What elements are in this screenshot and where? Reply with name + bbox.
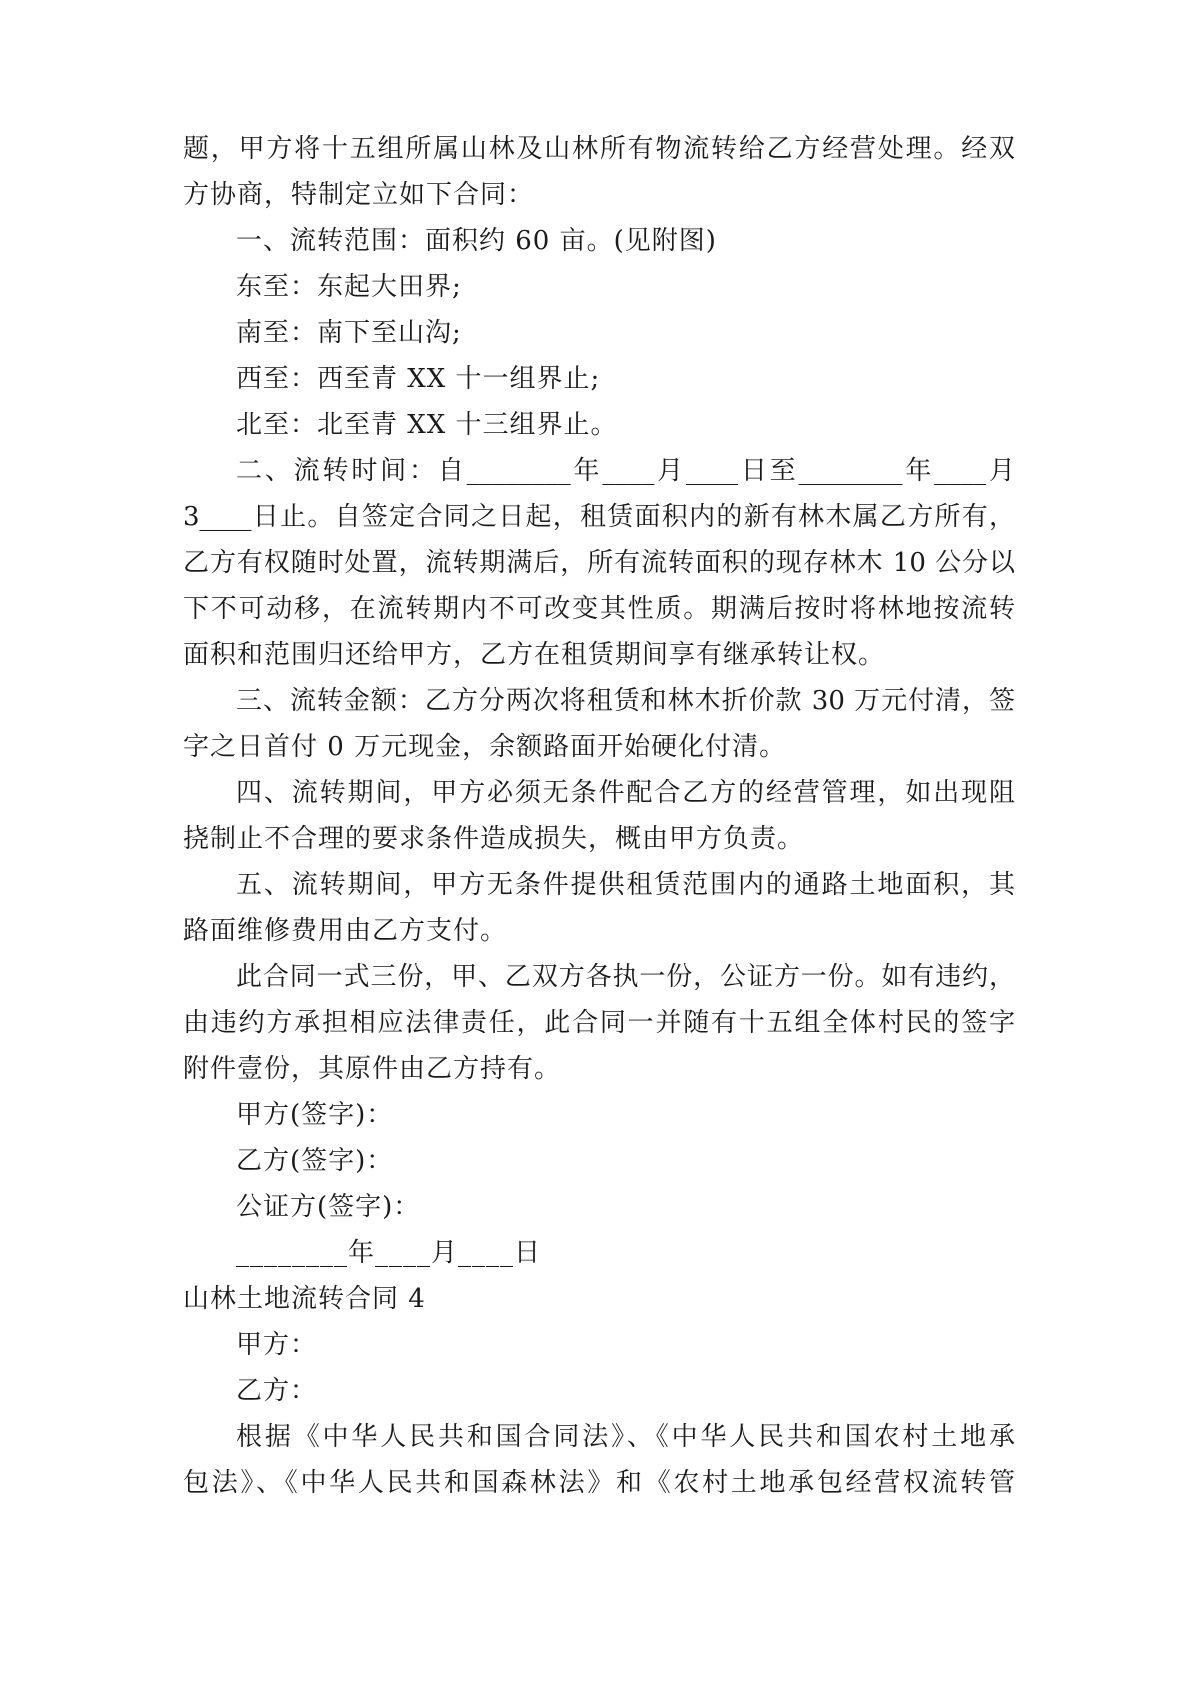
text-line: 包法》、《中华人民共和国森林法》和《农村土地承包经营权流转管 bbox=[183, 1468, 1015, 1498]
text-line: 此合同一式三份，甲、乙双方各执一份，公证方一份。如有违约， bbox=[236, 962, 1015, 992]
signature-line-party-b: 乙方(签字)： bbox=[236, 1146, 394, 1176]
text-line: 路面维修费用由乙方支付。 bbox=[183, 916, 508, 946]
text-line: 乙方有权随时处置，流转期满后，所有流转面积的现存林木 10 公分以 bbox=[183, 548, 1015, 578]
signature-line-party-a: 甲方(签字)： bbox=[236, 1100, 394, 1130]
party-b-label: 乙方： bbox=[236, 1376, 318, 1406]
text-line: 北至：北至青 XX 十三组界止。 bbox=[236, 410, 618, 440]
text-line: 二、流转时间：自________年____月____日至________年____月 bbox=[236, 456, 1015, 486]
text-line: 五、流转期间，甲方无条件提供租赁范围内的通路土地面积，其 bbox=[236, 870, 1015, 900]
text-line: 东至：东起大田界; bbox=[236, 272, 462, 302]
text-line: 下不可动移，在流转期内不可改变其性质。期满后按时将林地按流转 bbox=[183, 594, 1015, 624]
text-line: 南至：南下至山沟; bbox=[236, 318, 462, 348]
signature-line-notary: 公证方(签字)： bbox=[236, 1192, 421, 1222]
text-line: 西至：西至青 XX 十一组界止; bbox=[236, 364, 601, 394]
text-line: 由违约方承担相应法律责任，此合同一并随有十五组全体村民的签字 bbox=[183, 1008, 1015, 1038]
text-line: 方协商，特制定立如下合同： bbox=[183, 180, 535, 210]
text-line: 字之日首付 0 万元现金，余额路面开始硬化付清。 bbox=[183, 732, 787, 762]
text-line: 三、流转金额：乙方分两次将租赁和林木折价款 30 万元付清，签 bbox=[236, 686, 1015, 716]
text-line: 附件壹份，其原件由乙方持有。 bbox=[183, 1054, 562, 1084]
text-line: 一、流转范围：面积约 60 亩。(见附图) bbox=[236, 226, 717, 256]
text-line: 根据《中华人民共和国合同法》、《中华人民共和国农村土地承 bbox=[236, 1422, 1015, 1452]
section-title: 山林土地流转合同 4 bbox=[183, 1284, 426, 1314]
text-line: 四、流转期间，甲方必须无条件配合乙方的经营管理，如出现阻 bbox=[236, 778, 1015, 808]
party-a-label: 甲方： bbox=[236, 1330, 318, 1360]
text-line: 3____日止。自签定合同之日起，租赁面积内的新有林木属乙方所有， bbox=[183, 502, 1015, 532]
date-line: ________年____月____日 bbox=[236, 1238, 542, 1268]
text-line: 题，甲方将十五组所属山林及山林所有物流转给乙方经营处理。经双 bbox=[183, 134, 1015, 164]
text-line: 面积和范围归还给甲方，乙方在租赁期间享有继承转让权。 bbox=[183, 640, 886, 670]
text-line: 挠制止不合理的要求条件造成损失，概由甲方负责。 bbox=[183, 824, 805, 854]
